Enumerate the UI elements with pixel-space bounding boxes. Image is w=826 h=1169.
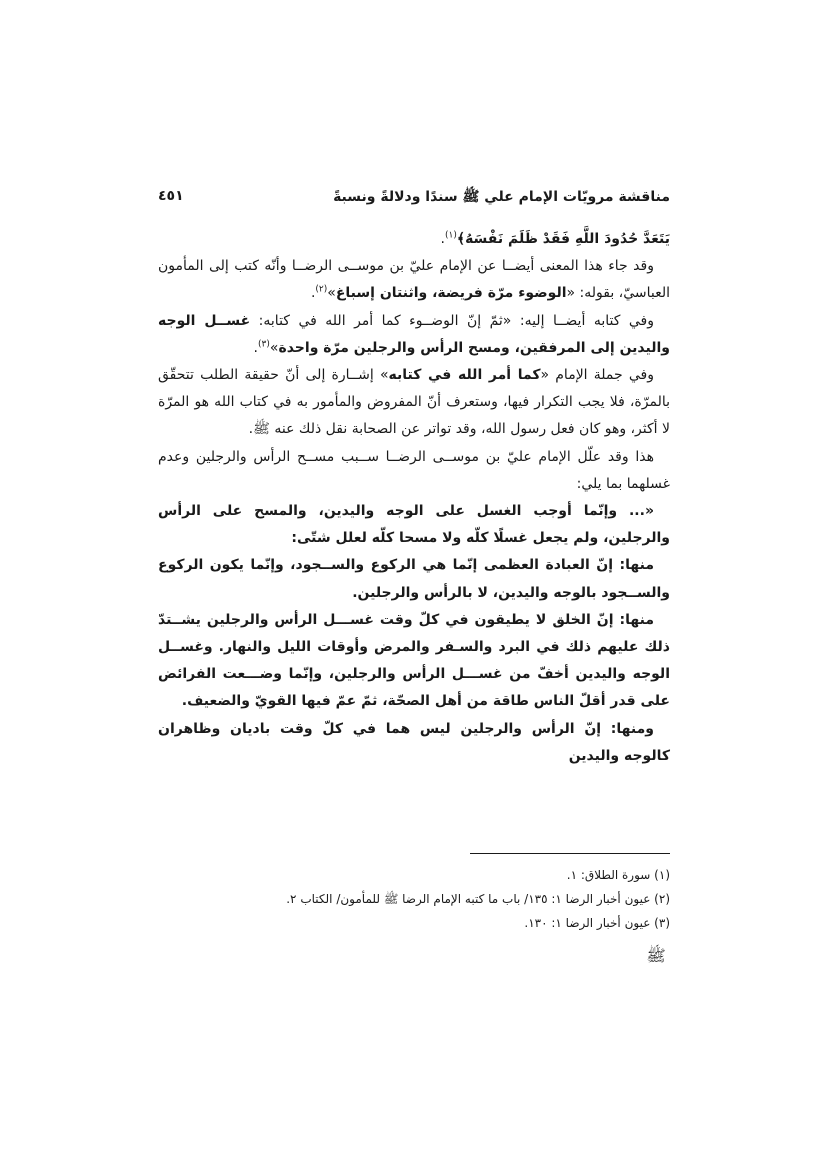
paragraph-4-quote: كما أمر الله في كتابه bbox=[388, 367, 541, 384]
paragraph-2-tail: . bbox=[310, 285, 316, 302]
paragraph-3-tail: . bbox=[253, 339, 258, 356]
verse-tail: . bbox=[440, 231, 445, 247]
paragraph-9-reason-3: ومنها: إنّ الرأس والرجلين ليس هما في كلّ وقت باديان وظاهران كالوجه واليدين bbox=[158, 720, 670, 764]
main-text bbox=[158, 226, 670, 770]
paragraph-3-close: » bbox=[269, 339, 279, 356]
footnote-3: (٣) عيون أخبار الرضا ١: ١٣٠. bbox=[524, 916, 670, 930]
verse-text: يَتَعَدَّ حُدُودَ اللَّهِ فَقَدْ ظَلَمَ نَفْسَهُ﴾ bbox=[456, 231, 670, 247]
page-number: ٤٥١ bbox=[158, 188, 184, 204]
running-header bbox=[158, 188, 670, 210]
paragraph-3 bbox=[158, 308, 670, 362]
paragraph-8-reason-2: منها: إنّ الخلق لا يطيقون في كلّ وقت غســـل الرأس والرجلين يشــتدّ ذلك عليهم ذلك في البرد والسـفر والمرض وأوقات الليل والنهار. وغســل الوجه واليدين أخفّ من غســـل الرأس والرجلين، وإنّما وضـــعت الفرائض على قدر أقلّ الناس طاقة من أهل الصحّة، ثمّ عمّ فيها القويّ والضعيف. bbox=[158, 611, 670, 710]
paragraph-2-text: وقد جاء هذا المعنى أيضــا عن الإمام عليّ بن موســى الرضــا وأنّه كتب إلى المأمون العباسيّ، بقوله: « bbox=[158, 258, 670, 302]
paragraph-4-rest: » إشــارة إلى أنّ حقيقة الطلب تتحقّق بالمرّة، فلا يجب التكرار فيها، وستعرف أنّ المفروض والمأمور به في كتاب الله هو المرّة لا أكثر، وهو كان فعل رسول الله، وقد تواتر عن الصحابة نقل ذلك عنه ﷺ. bbox=[158, 367, 670, 438]
paragraph-7-reason-1: منها: إنّ العبادة العظمى إنّما هي الركوع والســجود، وإنّما يكون الركوع والســجود بالوجه واليدين، لا بالرأس والرجلين. bbox=[158, 557, 670, 601]
footnote-divider bbox=[470, 853, 670, 854]
running-title: مناقشة مرويّات الإمام علي ﷺ سندًا ودلالةً ونسبةً bbox=[333, 189, 670, 205]
paragraph-5: هذا وقد علّل الإمام عليّ بن موســى الرضــا ســبب مســح الرأس والرجلين وعدم غسلهما بما يلي: bbox=[158, 448, 670, 492]
paragraph-2 bbox=[158, 253, 670, 307]
paragraph-6-quote: «... وإنّما أوجب الغسل على الوجه واليدين، والمسح على الرأس والرجلين، ولم يجعل غسلًا كلّه ولا مسحا كلّه لعلل شتّى: bbox=[158, 503, 670, 547]
footnote-1: (١) سورة الطلاق: ١. bbox=[566, 868, 670, 882]
paragraph-4-lead: وفي جملة الإمام « bbox=[540, 367, 655, 384]
footnote-ref-3: (٣) bbox=[258, 339, 270, 350]
paragraph-verse bbox=[158, 226, 670, 253]
paragraph-4 bbox=[158, 362, 670, 444]
footnote-ref-2: (٢) bbox=[315, 284, 328, 295]
honorific-end-mark: ﷺ bbox=[646, 946, 666, 965]
paragraph-3-quote: غســل الوجه واليدين إلى المرفقين، ومسح الرأس والرجلين مرّة واحدة bbox=[158, 312, 670, 356]
paragraph-2-quote: الوضوء مرّة فريضة، واثنتان إسباغ bbox=[335, 285, 567, 302]
paragraph-3-lead: وفي كتابه أيضــا إليه: «ثمّ إنّ الوضــوء كما أمر الله في كتابه: bbox=[250, 312, 654, 329]
footnote-2: (٢) عيون أخبار الرضا ١: ١٣٥/ باب ما كتبه الإمام الرضا ﷺ للمأمون/ الكتاب ٢. bbox=[286, 892, 670, 906]
footnote-ref-1: (١) bbox=[444, 230, 457, 241]
paragraph-2-close: » bbox=[327, 285, 336, 302]
footnotes bbox=[158, 863, 670, 935]
